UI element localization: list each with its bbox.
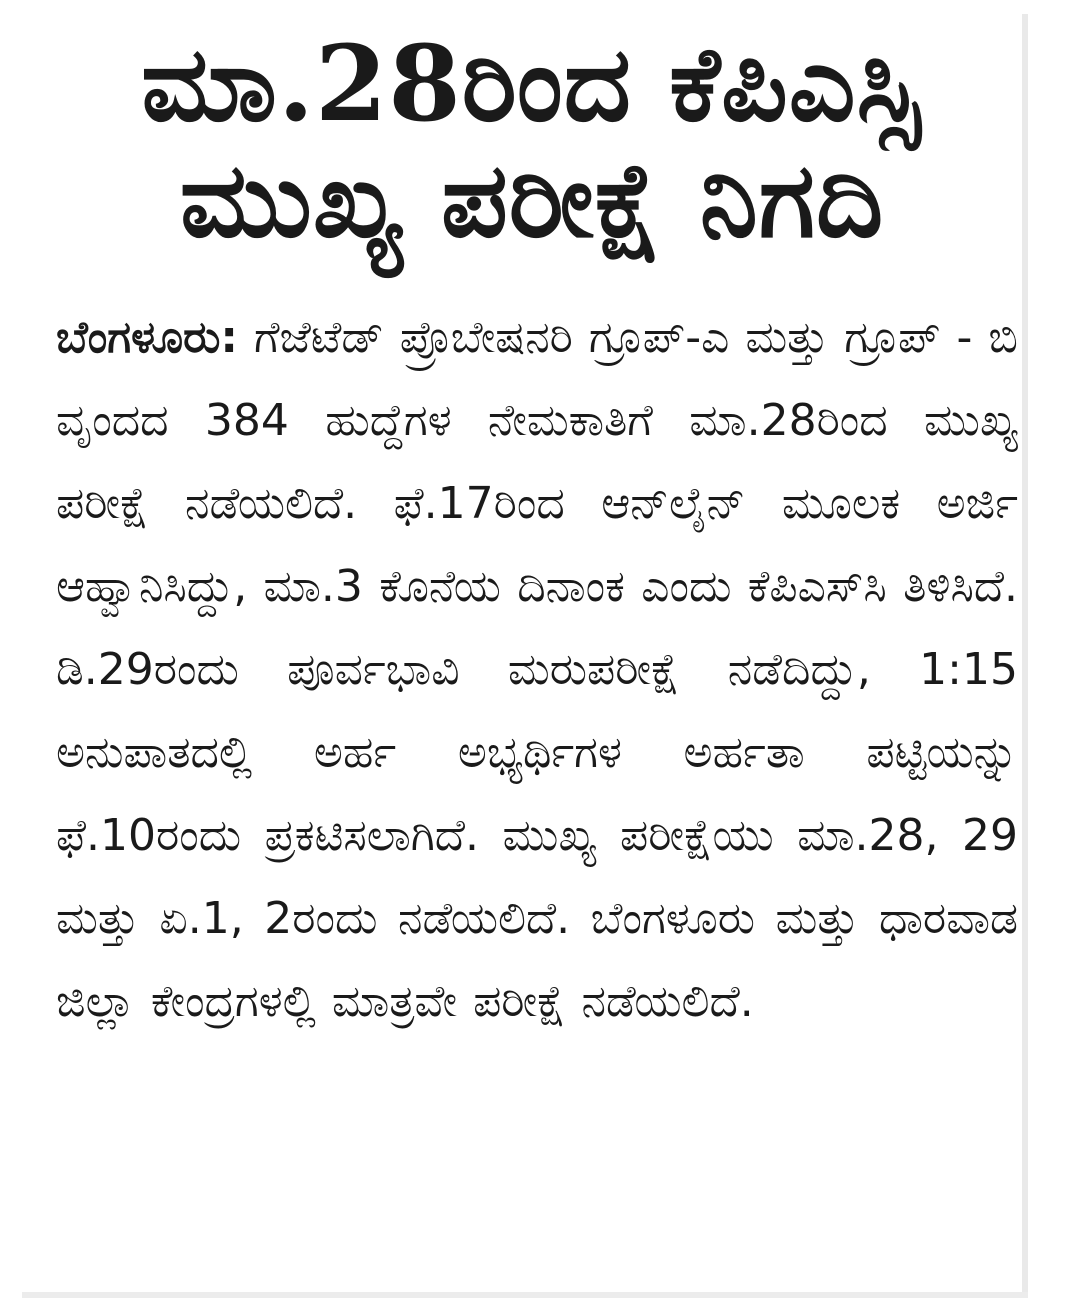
clipping-right-edge — [1022, 14, 1028, 1298]
dateline: ಬೆಂಗಳೂರು: — [56, 312, 238, 363]
headline — [52, 22, 1012, 261]
clipping-bottom-edge — [22, 1292, 1028, 1298]
article-body — [56, 296, 1018, 1043]
headline-line-1: ಮಾ.28ರಿಂದ ಕೆಪಿಎಸ್ಸಿ — [141, 22, 923, 145]
article-body-text: ಗೆಜೆಟೆಡ್ ಪ್ರೊಬೇಷನರಿ ಗ್ರೂಪ್-ಎ ಮತ್ತು ಗ್ರೂಪ್ - ಬಿ ವೃಂದದ 384 ಹುದ್ದೆಗಳ ನೇಮಕಾತಿಗೆ ಮಾ.28ರಿಂದ ಮುಖ್ಯ ಪರೀಕ್ಷೆ ನಡೆಯಲಿದೆ. ಫೆ.17ರಿಂದ ಆನ್‌ಲೈನ್ ಮೂಲಕ ಅರ್ಜಿ ಆಹ್ವಾನಿಸಿದ್ದು, ಮಾ.3 ಕೊನೆಯ ದಿನಾಂಕ ಎಂದು ಕೆಪಿಎಸ್‌ಸಿ ತಿಳಿಸಿದೆ. ಡಿ.29ರಂದು ಪೂರ್ವಭಾವಿ ಮರುಪರೀಕ್ಷೆ ನಡೆದಿದ್ದು, 1:15 ಅನುಪಾತದಲ್ಲಿ ಅರ್ಹ ಅಭ್ಯರ್ಥಿಗಳ ಅರ್ಹತಾ ಪಟ್ಟಿಯನ್ನು ಫೆ.10ರಂದು ಪ್ರಕಟಿಸಲಾಗಿದೆ. ಮುಖ್ಯ ಪರೀಕ್ಷೆಯು ಮಾ.28, 29 ಮತ್ತು ಏ.1, 2ರಂದು ನಡೆಯಲಿದೆ. ಬೆಂಗಳೂರು ಮತ್ತು ಧಾರವಾಡ ಜಿಲ್ಲಾ ಕೇಂದ್ರಗಳಲ್ಲಿ ಮಾತ್ರವೇ ಪರೀಕ್ಷೆ ನಡೆಯಲಿದೆ. — [56, 312, 1018, 1027]
newspaper-clipping — [22, 14, 1028, 1298]
headline-line-2: ಮುಖ್ಯ ಪರೀಕ್ಷೆ ನಿಗದಿ — [179, 138, 885, 261]
